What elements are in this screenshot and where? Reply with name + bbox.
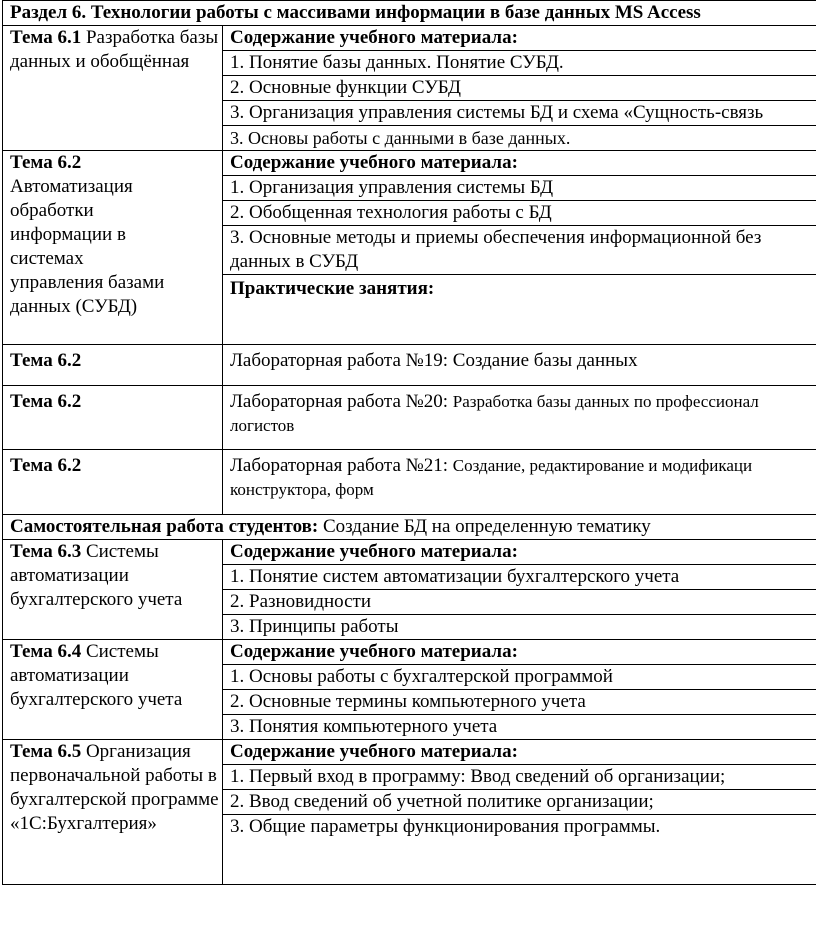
topic-6-3-content-heading: Содержание учебного материала: xyxy=(223,540,816,565)
lab-20-topic: Тема 6.2 xyxy=(3,386,223,450)
topic-6-3-cell xyxy=(3,540,223,640)
lab-20-prefix: Лабораторная работа №20: xyxy=(230,391,453,412)
section-header: Раздел 6. Технологии работы с массивами информации в базе данных MS Access xyxy=(3,1,816,26)
topic-6-2-practice-heading: Практические занятия: xyxy=(223,275,816,345)
topic-6-2-cell xyxy=(3,151,223,345)
topic-6-4-item: 2. Основные термины компьютерного учета xyxy=(223,690,816,715)
topic-6-1-label: Тема 6.1 xyxy=(10,27,82,48)
topic-6-5-cell xyxy=(3,740,223,885)
lab-21-prefix: Лабораторная работа №21: xyxy=(230,455,453,476)
topic-6-2-item-line: 3. Основные методы и приемы обеспечения информационной без xyxy=(230,227,762,248)
curriculum-table xyxy=(2,0,816,885)
topic-6-4-content-heading: Содержание учебного материала: xyxy=(223,640,816,665)
topic-6-2-item-line: данных в СУБД xyxy=(230,251,359,272)
topic-6-4-cell xyxy=(3,640,223,740)
topic-6-1-title: Разработка базы данных и обобщённая xyxy=(10,27,219,72)
topic-6-3-item: 1. Понятие систем автоматизации бухгалтерского учета xyxy=(223,565,816,590)
lab-20-row xyxy=(223,386,816,450)
topic-6-1-item: 1. Понятие базы данных. Понятие СУБД. xyxy=(223,51,816,76)
topic-6-5-item: 3. Общие параметры функционирования программы. xyxy=(223,815,816,885)
lab-19-prefix: Лабораторная работа №19: xyxy=(230,350,453,371)
topic-6-2-item xyxy=(223,226,816,275)
topic-6-3-item: 2. Разновидности xyxy=(223,590,816,615)
lab-19-text: Создание базы данных xyxy=(452,350,638,371)
topic-6-5-item: 2. Ввод сведений об учетной политике организации; xyxy=(223,790,816,815)
topic-6-5-label: Тема 6.5 xyxy=(10,741,82,762)
lab-21-row xyxy=(223,450,816,515)
topic-6-1-cell xyxy=(3,26,223,151)
topic-6-2-item: 1. Организация управления системы БД xyxy=(223,176,816,201)
topic-6-1-item: 3. Основы работы с данными в базе данных. xyxy=(223,126,816,151)
topic-6-4-item: 1. Основы работы с бухгалтерской программой xyxy=(223,665,816,690)
topic-6-1-item: 2. Основные функции СУБД xyxy=(223,76,816,101)
topic-6-3-label: Тема 6.3 xyxy=(10,541,82,562)
lab-19-topic: Тема 6.2 xyxy=(3,345,223,386)
topic-6-3-title: Системы автоматизации бухгалтерского учета xyxy=(10,541,183,610)
topic-6-4-title: Системы автоматизации бухгалтерского учета xyxy=(10,641,183,710)
self-work-text: Создание БД на определенную тематику xyxy=(318,516,651,537)
topic-6-1-item: 3. Организация управления системы БД и схема «Сущность-связь xyxy=(223,101,816,126)
topic-6-2-label: Тема 6.2 xyxy=(10,152,82,173)
topic-6-5-content-heading: Содержание учебного материала: xyxy=(223,740,816,765)
topic-6-5-item: 1. Первый вход в программу: Ввод сведений об организации; xyxy=(223,765,816,790)
topic-6-3-item: 3. Принципы работы xyxy=(223,615,816,640)
self-work-row xyxy=(3,515,816,540)
topic-6-2-title: Автоматизация обработки информации в системах управления базами данных (СУБД) xyxy=(10,176,165,317)
lab-21-topic: Тема 6.2 xyxy=(3,450,223,515)
topic-6-2-item: 2. Обобщенная технология работы с БД xyxy=(223,201,816,226)
topic-6-4-item: 3. Понятия компьютерного учета xyxy=(223,715,816,740)
topic-6-2-content-heading: Содержание учебного материала: xyxy=(223,151,816,176)
topic-6-1-content-heading: Содержание учебного материала: xyxy=(223,26,816,51)
lab-19-row xyxy=(223,345,816,386)
lab-21-text-continued: конструктора, форм xyxy=(230,480,374,499)
topic-6-5-title: Организация первоначальной работы в бухгалтерской программе «1С:Бухгалтерия» xyxy=(10,741,219,834)
lab-20-text: Разработка базы данных по профессионал xyxy=(452,392,759,411)
lab-21-text: Создание, редактирование и модификаци xyxy=(452,456,753,475)
self-work-label: Самостоятельная работа студентов: xyxy=(10,516,319,537)
topic-6-4-label: Тема 6.4 xyxy=(10,641,82,662)
lab-20-text-continued: логистов xyxy=(230,416,295,435)
